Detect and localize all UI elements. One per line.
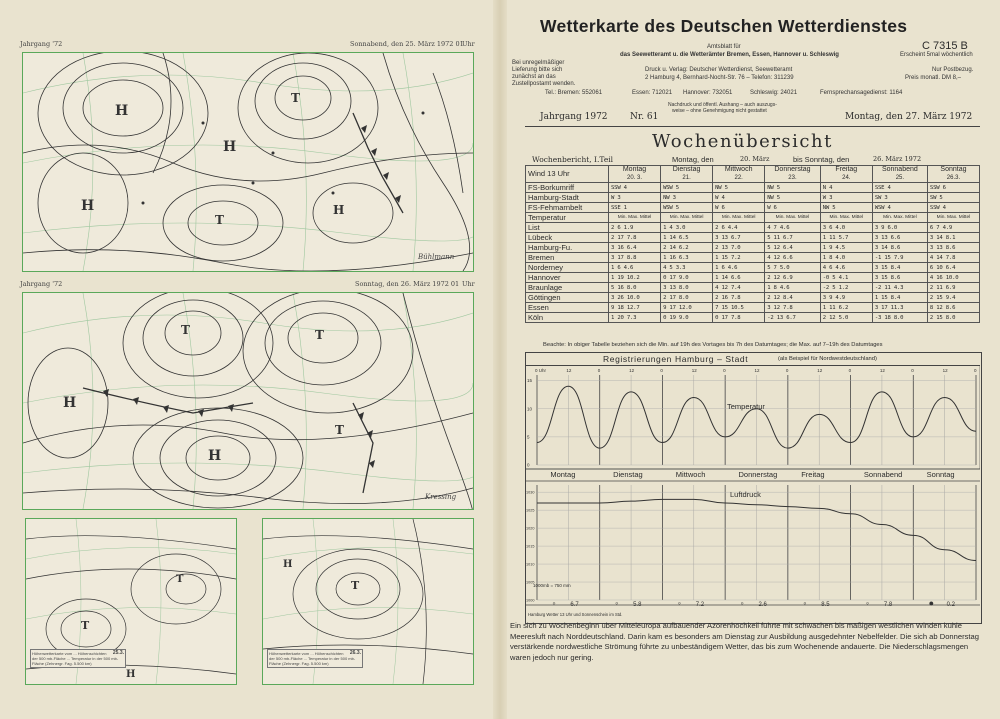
phone-ansagedienst: Fernsprechansagedienst: 1164 <box>820 90 903 96</box>
temp-cell: 3 15 8.4 <box>872 263 927 273</box>
temp-cell: 3 14 8.6 <box>872 243 927 253</box>
jahrgang: Jahrgang 1972 <box>540 112 608 122</box>
wind-cell: SW 5 <box>927 193 979 203</box>
temp-cell: 1 6 4.6 <box>713 263 765 273</box>
page-fold <box>493 0 507 719</box>
high-pressure-h: H <box>115 103 129 119</box>
map2-signature: Kressing <box>425 493 457 501</box>
wind-cell: SSW 4 <box>927 203 979 213</box>
min-max-mittel-header: Min. Max. Mittel <box>872 213 927 223</box>
day-name: Mittwoch <box>724 166 753 173</box>
day-header-1 <box>661 166 713 183</box>
min-max-mittel-header: Min. Max. Mittel <box>609 213 661 223</box>
hour-mark: 0 <box>660 368 663 373</box>
wind-cell: W 3 <box>609 193 661 203</box>
sunshine-hours: 0.2 <box>946 602 955 608</box>
min-max-mittel-header: Min. Max. Mittel <box>820 213 872 223</box>
temp-cell: 4 5 3.3 <box>661 263 713 273</box>
high-pressure-h: H <box>208 448 222 464</box>
footer-left-note: Hamburg Wetter 13 Uhr und Sonnenschein im Std. <box>528 612 623 617</box>
temp-label-cell: Temperatur <box>526 213 609 223</box>
wind-cell: WSW 4 <box>872 203 927 213</box>
weekly-to-date: 26. März 1972 <box>873 155 922 163</box>
temp-row <box>526 243 980 253</box>
delivery-note-line: zunächst an das <box>512 74 556 80</box>
day-header-5 <box>872 166 927 183</box>
temp-cell: -2 5 1.2 <box>820 283 872 293</box>
weekly-overview-title: Wochenübersicht <box>652 131 833 152</box>
temp-station-name: Hannover <box>526 273 609 283</box>
map2-isobars <box>23 293 473 509</box>
wind-cell: NW 5 <box>765 183 821 193</box>
wind-symbol-icon: ◦ <box>740 598 744 608</box>
temp-cell: 2 12 5.0 <box>820 313 872 323</box>
pressure-axis-tick: 1005 <box>526 580 535 585</box>
registrierungen-title: Registrierungen Hamburg – Stadt <box>603 354 749 364</box>
temp-cell: 1 4 3.0 <box>661 223 713 233</box>
small-map2-date: 26.3. <box>349 650 361 656</box>
map1-year-label: Jahrgang '72 <box>20 40 63 48</box>
temp-cell: 0 19 9.0 <box>661 313 713 323</box>
high-pressure-h: H <box>126 669 136 680</box>
weekly-from-date: 20. März <box>740 155 770 163</box>
temp-cell: 3 16 6.4 <box>609 243 661 253</box>
upper-air-map-25 <box>25 518 237 685</box>
temp-cell: 3 9 4.9 <box>820 293 872 303</box>
temp-station-name: Lübeck <box>526 233 609 243</box>
day-name: Montag <box>622 166 647 173</box>
temp-cell: 1 15 7.2 <box>713 253 765 263</box>
pressure-axis-tick: 1015 <box>526 544 535 549</box>
temp-row <box>526 313 980 323</box>
sunshine-hours: 6.7 <box>570 602 579 608</box>
sunshine-hours: 7.2 <box>695 602 705 608</box>
temp-cell: 1 8 4.6 <box>765 283 821 293</box>
small-map2-note <box>267 649 363 668</box>
min-max-mittel-header: Min. Max. Mittel <box>713 213 765 223</box>
weekly-report-label: Wochenbericht, I.Teil <box>532 155 614 164</box>
phone-schleswig: Schleswig: 24021 <box>750 90 798 96</box>
reprint-note-2: weise – ohne Genehmigung nicht gestattet <box>672 108 767 114</box>
temp-cell: -1 15 7.9 <box>872 253 927 263</box>
temp-cell: 2 12 6.9 <box>765 273 821 283</box>
publisher-line-1: Druck u. Verlag: Deutscher Wetterdienst, Seewetteramt <box>645 67 793 73</box>
temp-cell: 1 14 6.6 <box>713 273 765 283</box>
delivery-note-line: Lieferung bitte sich <box>512 67 563 73</box>
temp-axis-tick: 0 <box>527 462 530 468</box>
wind-station-name: FS-Borkumriff <box>526 183 609 193</box>
temp-cell: -3 18 8.0 <box>872 313 927 323</box>
delivery-note-line: Zustellpostamt wenden. <box>512 81 576 87</box>
map1-isobars <box>23 53 473 271</box>
high-pressure-h: H <box>333 203 345 217</box>
wind-row <box>526 203 980 213</box>
wind-cell: W 4 <box>713 193 765 203</box>
wind-cell: N 4 <box>820 183 872 193</box>
weekly-to-label: bis Sonntag, den <box>793 155 850 164</box>
price: Preis monatl. DM 8,– <box>905 75 962 81</box>
temp-cell: 4 7 4.6 <box>765 223 821 233</box>
temp-cell: 4 12 6.6 <box>765 253 821 263</box>
temp-cell: 6 10 6.4 <box>927 263 979 273</box>
pressure-axis-tick: 1000 <box>526 598 535 603</box>
temp-cell: 1 14 6.5 <box>661 233 713 243</box>
map1-signature: Bühlmann <box>418 253 455 261</box>
tief-t: T <box>81 619 90 632</box>
hour-mark: 12 <box>691 368 697 373</box>
day-header-2 <box>713 166 765 183</box>
day-date: 24. <box>842 175 851 181</box>
temp-cell: 1 19 10.2 <box>609 273 661 283</box>
temp-cell: 3 12 7.8 <box>765 303 821 313</box>
temp-cell: 1 9 4.5 <box>820 243 872 253</box>
phone-hannover: Hannover: 732051 <box>683 90 733 96</box>
min-max-mittel-header: Min. Max. Mittel <box>765 213 821 223</box>
temp-cell: 2 6 1.9 <box>609 223 661 233</box>
wind-cell: WSW 5 <box>661 203 713 213</box>
wind-cell: SW 3 <box>872 193 927 203</box>
temp-chart-label: Temperatur <box>727 402 765 411</box>
hour-mark: 12 <box>754 368 760 373</box>
temp-cell: 2 11 6.9 <box>927 283 979 293</box>
temp-cell: 1 11 6.2 <box>820 303 872 313</box>
small-map1-note-text: Höhenwetterkarte vom ... Höhenschichten der 500 mb-Fläche ... Temperatur in der 500 mb-Fläche (Zehnergr. Fag. 5.500 km) <box>32 651 119 666</box>
hour-mark: 0 <box>723 368 726 373</box>
wind-row <box>526 183 980 193</box>
temp-row <box>526 223 980 233</box>
wind-cell: NW 5 <box>765 193 821 203</box>
pressure-chart-label: Luftdruck <box>730 490 761 499</box>
temp-cell: 0 17 7.8 <box>713 313 765 323</box>
temp-cell: 1 6 4.6 <box>609 263 661 273</box>
day-label: Donnerstag <box>738 470 778 479</box>
weather-map-sat <box>22 52 474 272</box>
weekly-from-label: Montag, den <box>672 155 714 164</box>
hour-mark: 0 <box>974 368 977 373</box>
wind-cell: NW 5 <box>713 183 765 193</box>
weekly-summary: Ein sich zu Wochenbeginn über Mitteleuropa aufbauender Azorenhochkeil führte mit schwachen bis mäßigen westlichen Winden kühle Meeresluft nach Norddeutschland. Darin kam es besonders am Dienstag zur Ausbildung ausgedehnter Nebelfelder. Die sich ab Donnerstag verstärkende nordwestliche Strömung führte zu unbeständigem Wetter, das bis zum Wochenende andauerte. Die Niederschlagsmengen waren jedoch nur gering. <box>510 621 979 662</box>
hour-mark: 0 <box>911 368 914 373</box>
temp-station-name: Bremen <box>526 253 609 263</box>
wind-station-name: Hamburg-Stadt <box>526 193 609 203</box>
temp-cell: 1 15 8.4 <box>872 293 927 303</box>
temp-cell: -2 13 6.7 <box>765 313 821 323</box>
temp-row <box>526 293 980 303</box>
temp-cell: 5 11 6.7 <box>765 233 821 243</box>
wind-cell: W 6 <box>713 203 765 213</box>
temp-axis-tick: 15 <box>527 378 533 384</box>
wind-cell: SSW 6 <box>927 183 979 193</box>
map1-suffix: Uhr <box>462 40 475 48</box>
temp-cell: 3 13 6.7 <box>713 233 765 243</box>
hour-mark: 12 <box>879 368 885 373</box>
wind-symbol-icon: ◦ <box>677 598 681 608</box>
min-max-mittel-header: Min. Max. Mittel <box>661 213 713 223</box>
wind-symbol-icon: ◦ <box>552 598 556 608</box>
day-date: 25. <box>895 175 905 181</box>
day-date: 22. <box>734 175 743 181</box>
wind-cell: NW 3 <box>661 193 713 203</box>
temp-row <box>526 233 980 243</box>
temp-cell: 8 12 8.6 <box>927 303 979 313</box>
hour-mark: 0 <box>848 368 852 373</box>
wind-cell: WSW 5 <box>661 183 713 193</box>
wind-symbol-icon: ● <box>928 598 935 608</box>
weather-map-sun <box>22 292 474 510</box>
wind-symbol-icon: ◦ <box>803 598 807 608</box>
temp-row <box>526 253 980 263</box>
day-header-6 <box>927 166 979 183</box>
temp-row <box>526 273 980 283</box>
temp-cell: 3 14 8.1 <box>927 233 979 243</box>
temp-cell: 2 14 6.2 <box>661 243 713 253</box>
day-label: Montag <box>550 470 576 479</box>
map2-year-label: Jahrgang '72 <box>20 280 63 288</box>
day-date: 20. 3. <box>627 175 643 181</box>
wind-symbol-icon: ◦ <box>615 598 619 608</box>
map2-suffix: Uhr <box>462 280 475 288</box>
tief-t: T <box>315 328 324 342</box>
temp-station-name: Göttingen <box>526 293 609 303</box>
temp-cell: 5 16 8.0 <box>609 283 661 293</box>
temp-cell: 9 18 12.7 <box>609 303 661 313</box>
temp-cell: 2 15 9.4 <box>927 293 979 303</box>
hour-mark: 12 <box>817 368 823 373</box>
temp-cell: 7 15 10.5 <box>713 303 765 313</box>
delivery-note-line: Bei unregelmäßiger <box>512 60 565 66</box>
pressure-axis-tick: 1020 <box>526 526 535 531</box>
day-date: 21. <box>682 175 691 181</box>
temp-cell: -0 5 4.1 <box>820 273 872 283</box>
day-date: 26.3. <box>946 175 961 181</box>
tief-t: T <box>215 213 224 227</box>
day-name: Dienstag <box>672 166 701 173</box>
temp-cell: 4 14 7.8 <box>927 253 979 263</box>
tief-t: T <box>335 423 344 437</box>
temp-cell: 3 17 8.8 <box>609 253 661 263</box>
temp-cell: 2 16 7.8 <box>713 293 765 303</box>
small-map1-date: 25.3. <box>112 650 124 656</box>
publisher-line-2: 2 Hamburg 4, Bernhard-Nocht-Str. 76 – Telefon: 311239 <box>645 75 794 81</box>
temp-cell: 5 12 6.4 <box>765 243 821 253</box>
day-date: 23. <box>788 175 797 181</box>
temp-cell: 3 15 8.6 <box>872 273 927 283</box>
pressure-axis-tick: 1025 <box>526 508 535 513</box>
map1-date-label: Sonnabend, den 25. März 1972 01 <box>350 40 464 48</box>
weekly-table <box>525 165 980 323</box>
temp-cell: 1 20 7.3 <box>609 313 661 323</box>
temp-cell: 1 11 5.7 <box>820 233 872 243</box>
temp-cell: 1 8 4.0 <box>820 253 872 263</box>
phone-bremen: Tel.: Bremen: 552061 <box>545 90 603 96</box>
scale-note: 1000mb = 750 mm <box>533 583 571 588</box>
sunshine-hours: 2.6 <box>758 602 767 608</box>
temp-cell: 3 13 6.6 <box>872 233 927 243</box>
temp-cell: 1 16 6.3 <box>661 253 713 263</box>
high-pressure-h: H <box>81 198 95 214</box>
sunshine-hours: 5.8 <box>633 602 642 608</box>
temp-cell: 2 17 8.0 <box>661 293 713 303</box>
day-header-3 <box>765 166 821 183</box>
temp-header-row <box>526 213 980 223</box>
wind-station-name: FS-Fehmarnbelt <box>526 203 609 213</box>
temp-row <box>526 303 980 313</box>
high-pressure-h: H <box>63 395 77 411</box>
table-footnote: Beachte: In obiger Tabelle beziehen sich die Min. auf 19h des Vortages bis 7h des Datumtages; die Max. auf 7–19h des Datumtages <box>543 342 883 348</box>
temp-cell: 9 17 12.0 <box>661 303 713 313</box>
upper-air-map-26 <box>262 518 474 685</box>
temp-cell: 2 12 8.4 <box>765 293 821 303</box>
min-max-mittel-header: Min. Max. Mittel <box>927 213 979 223</box>
frequency: Erscheint 5mal wöchentlich <box>900 52 973 58</box>
day-name: Donnerstag <box>774 166 811 173</box>
wind-cell: SSE 4 <box>872 183 927 193</box>
temp-cell: 0 17 9.0 <box>661 273 713 283</box>
temp-cell: 2 17 7.8 <box>609 233 661 243</box>
wind-cell: W 3 <box>820 193 872 203</box>
sunshine-hours: 7.8 <box>883 602 893 608</box>
header-rule <box>525 126 980 127</box>
wind-cell: SSW 4 <box>609 183 661 193</box>
sunshine-hours: 8.5 <box>821 602 830 608</box>
small-map1-note <box>30 649 126 668</box>
high-pressure-h: H <box>223 139 237 155</box>
day-label: Dienstag <box>613 470 643 479</box>
hour-mark: 12 <box>566 368 572 373</box>
temp-cell: 2 6 4.4 <box>713 223 765 233</box>
day-label: Mittwoch <box>675 470 706 479</box>
temp-cell: 3 9 6.0 <box>872 223 927 233</box>
amtsblatt: Amtsblatt für <box>707 44 741 50</box>
wind-row <box>526 193 980 203</box>
high-pressure-h: H <box>283 559 293 570</box>
temp-cell: 6 7 4.9 <box>927 223 979 233</box>
day-name: Freitag <box>835 166 858 173</box>
day-name: Sonntag <box>940 166 967 173</box>
reprint-note-1: Nachdruck und öffentl. Aushang – auch auszugs- <box>668 102 777 108</box>
pressure-axis-tick: 1010 <box>526 562 535 567</box>
delivery-note <box>512 60 575 88</box>
temp-cell: 2 13 7.0 <box>713 243 765 253</box>
hour-mark: 0 Uhr <box>535 368 547 373</box>
tief-t: T <box>351 579 360 592</box>
wind-cell: SSE 1 <box>609 203 661 213</box>
wind-label-cell: Wind 13 Uhr <box>526 166 609 183</box>
temp-station-name: Braunlage <box>526 283 609 293</box>
temp-cell: 2 15 8.0 <box>927 313 979 323</box>
temp-cell: 4 6 4.6 <box>820 263 872 273</box>
tief-t: T <box>176 574 184 585</box>
page-title: Wetterkarte des Deutschen Wetterdienstes <box>540 16 908 36</box>
map2-date-label: Sonntag, den 26. März 1972 01 <box>355 280 460 288</box>
wind-symbol-icon: ◦ <box>865 598 870 608</box>
day-header-0 <box>609 166 661 183</box>
registrierungen-subtitle: (als Beispiel für Nordwestdeutschland) <box>778 356 877 362</box>
phone-essen: Essen: 712021 <box>632 90 673 96</box>
day-name: Sonnabend <box>881 166 918 173</box>
issue-number: Nr. 61 <box>630 112 659 122</box>
hour-mark: 0 <box>785 368 789 373</box>
day-header-4 <box>820 166 872 183</box>
temp-station-name: List <box>526 223 609 233</box>
temp-cell: 3 17 11.3 <box>872 303 927 313</box>
temp-cell: -2 11 4.3 <box>872 283 927 293</box>
day-label: Sonntag <box>926 470 955 479</box>
temp-cell: 3 13 8.6 <box>927 243 979 253</box>
temp-cell: 5 7 5.0 <box>765 263 821 273</box>
temp-row <box>526 263 980 273</box>
temp-cell: 3 26 10.0 <box>609 293 661 303</box>
hour-mark: 12 <box>629 368 635 373</box>
amtsblatt-recipients: das Seewetteramt u. die Wetterämter Bremen, Essen, Hannover u. Schleswig <box>620 52 839 58</box>
publication-code: C 7315 B <box>922 40 968 52</box>
hour-mark: 12 <box>942 368 948 373</box>
temp-cell: 4 12 7.4 <box>713 283 765 293</box>
temp-row <box>526 283 980 293</box>
temp-axis-tick: 10 <box>527 406 533 412</box>
temp-station-name: Norderney <box>526 263 609 273</box>
small-map2-note-text: Höhenwetterkarte vom ... Höhenschichten der 500 mb-Fläche ... Temperatur in der 500 mb-Fläche (Zehnergr. Fag. 5.500 km) <box>269 651 356 666</box>
temp-axis-tick: 5 <box>527 434 530 440</box>
temp-cell: 4 16 10.0 <box>927 273 979 283</box>
temp-cell: 3 6 4.0 <box>820 223 872 233</box>
wind-cell: NW 5 <box>820 203 872 213</box>
day-label: Freitag <box>801 470 825 479</box>
hour-mark: 0 <box>597 368 601 373</box>
wind-cell: W 6 <box>765 203 821 213</box>
day-label: Sonnabend <box>863 470 903 479</box>
issue-date: Montag, den 27. März 1972 <box>845 112 973 122</box>
temp-station-name: Essen <box>526 303 609 313</box>
pressure-axis-tick: 1030 <box>526 490 535 495</box>
temp-station-name: Köln <box>526 313 609 323</box>
temp-cell: 3 13 8.0 <box>661 283 713 293</box>
postal-note: Nur Postbezug. <box>932 67 974 73</box>
temp-station-name: Hamburg-Fu. <box>526 243 609 253</box>
tief-t: T <box>181 323 190 337</box>
tief-t: T <box>291 91 300 105</box>
